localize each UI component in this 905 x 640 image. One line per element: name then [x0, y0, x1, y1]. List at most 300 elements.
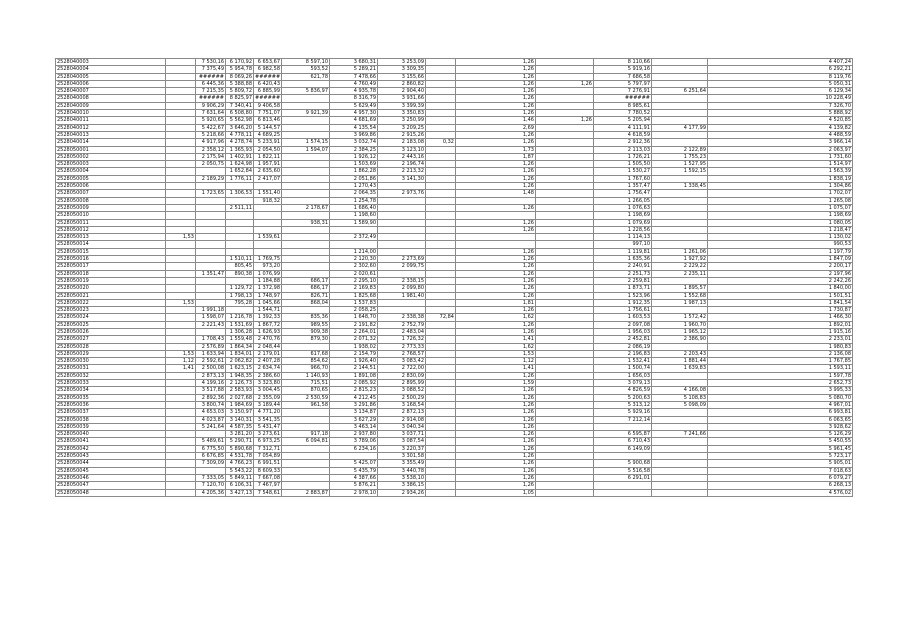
- row-id-cell: 2528040013: [56, 131, 166, 138]
- table-cell: 1 184,88: [254, 277, 282, 284]
- table-cell: [166, 489, 196, 496]
- table-cell: [536, 489, 594, 496]
- table-cell: 2 417,07: [254, 175, 282, 182]
- table-row: [56, 248, 853, 255]
- table-cell: 1 218,47: [708, 226, 853, 233]
- table-cell: 0,32: [426, 139, 456, 146]
- table-cell: 2 051,86: [330, 175, 378, 182]
- table-cell: [536, 467, 594, 474]
- table-cell: [282, 117, 330, 124]
- table-row: [56, 482, 853, 489]
- table-cell: 5 961,45: [708, 445, 853, 452]
- table-cell: 1,62: [456, 343, 536, 350]
- table-cell: 2 872,13: [378, 409, 426, 416]
- table-cell: [594, 482, 652, 489]
- table-cell: 4 199,16: [196, 380, 226, 387]
- table-cell: [426, 460, 456, 467]
- table-cell: 2 213,32: [378, 168, 426, 175]
- table-cell: [282, 197, 330, 204]
- table-cell: 6 813,46: [254, 117, 282, 124]
- table-row: [56, 168, 853, 175]
- table-cell: 1,59: [456, 380, 536, 387]
- table-cell: [426, 387, 456, 394]
- table-cell: 4 387,66: [330, 474, 378, 481]
- table-cell: [196, 226, 226, 233]
- table-cell: 1 755,23: [652, 153, 708, 160]
- table-cell: [594, 489, 652, 496]
- table-cell: 2 175,94: [196, 153, 226, 160]
- table-cell: 3 966,14: [708, 139, 853, 146]
- table-row: [56, 219, 853, 226]
- table-cell: [282, 168, 330, 175]
- table-cell: [166, 307, 196, 314]
- table-cell: 2 264,01: [330, 328, 378, 335]
- table-cell: 1 531,69: [226, 321, 254, 328]
- table-row: [56, 102, 853, 109]
- table-cell: [196, 263, 226, 270]
- table-cell: ######: [196, 73, 226, 80]
- row-id-cell: 2528050046: [56, 474, 166, 481]
- table-cell: [536, 131, 594, 138]
- row-id-cell: 2528050003: [56, 161, 166, 168]
- table-cell: 1 635,36: [594, 256, 652, 263]
- table-cell: [166, 453, 196, 460]
- table-cell: 2 179,01: [254, 350, 282, 357]
- table-row: [56, 212, 853, 219]
- table-cell: 2 240,91: [594, 263, 652, 270]
- table-cell: 1,46: [456, 117, 536, 124]
- table-cell: 2 530,59: [282, 394, 330, 401]
- table-cell: 1,41: [456, 336, 536, 343]
- table-row: [56, 197, 853, 204]
- table-cell: [426, 234, 456, 241]
- table-cell: 1 594,07: [282, 146, 330, 153]
- table-cell: [652, 416, 708, 423]
- table-cell: 2 191,82: [330, 321, 378, 328]
- table-cell: [536, 190, 594, 197]
- table-cell: [536, 453, 594, 460]
- table-cell: [282, 241, 330, 248]
- row-id-cell: 2528050047: [56, 482, 166, 489]
- table-row: [56, 474, 853, 481]
- row-id-cell: 2528040005: [56, 73, 166, 80]
- table-cell: 621,78: [282, 73, 330, 80]
- table-cell: [536, 146, 594, 153]
- table-row: [56, 241, 853, 248]
- table-cell: 2 251,73: [594, 270, 652, 277]
- table-cell: [166, 197, 196, 204]
- table-cell: [282, 131, 330, 138]
- table-cell: 1 338,45: [652, 183, 708, 190]
- table-cell: 2 773,33: [378, 343, 426, 350]
- table-cell: 5 098,09: [652, 401, 708, 408]
- table-cell: [166, 241, 196, 248]
- table-cell: [166, 66, 196, 73]
- table-row: [56, 307, 853, 314]
- table-cell: 2 915,26: [378, 131, 426, 138]
- table-cell: [196, 204, 226, 211]
- table-cell: 6 129,34: [708, 88, 853, 95]
- table-cell: 1,26: [456, 88, 536, 95]
- table-cell: 4 587,35: [226, 423, 254, 430]
- table-row: [56, 372, 853, 379]
- table-cell: 1 129,72: [226, 285, 254, 292]
- table-cell: [166, 438, 196, 445]
- table-cell: 1,26: [456, 183, 536, 190]
- table-cell: 2 768,57: [378, 350, 426, 357]
- table-cell: 2 259,81: [594, 277, 652, 284]
- table-cell: [166, 343, 196, 350]
- table-cell: 5 425,07: [330, 460, 378, 467]
- table-cell: 4 766,23: [226, 460, 254, 467]
- table-cell: 3 140,31: [226, 416, 254, 423]
- table-cell: [426, 263, 456, 270]
- row-id-cell: 2528050019: [56, 277, 166, 284]
- table-cell: 1 266,05: [594, 197, 652, 204]
- table-cell: 3 928,62: [708, 423, 853, 430]
- table-cell: 5 489,61: [196, 438, 226, 445]
- table-cell: [426, 321, 456, 328]
- table-cell: 2 443,16: [378, 153, 426, 160]
- table-cell: 7 548,61: [254, 489, 282, 496]
- table-cell: [378, 241, 426, 248]
- table-cell: [166, 190, 196, 197]
- table-cell: 1 825,68: [330, 292, 378, 299]
- table-cell: 8 316,79: [330, 95, 378, 102]
- row-id-cell: 2528050004: [56, 168, 166, 175]
- table-cell: 1 723,65: [196, 190, 226, 197]
- table-cell: 918,32: [254, 197, 282, 204]
- table-cell: [536, 153, 594, 160]
- table-cell: [426, 453, 456, 460]
- table-cell: 890,38: [226, 270, 254, 277]
- table-cell: 1 748,97: [254, 292, 282, 299]
- row-id-cell: 2528050025: [56, 321, 166, 328]
- table-row: [56, 358, 853, 365]
- table-cell: [166, 394, 196, 401]
- table-cell: [536, 321, 594, 328]
- table-cell: 6 595,87: [594, 431, 652, 438]
- row-id-cell: 2528050002: [56, 153, 166, 160]
- table-cell: [166, 380, 196, 387]
- table-cell: [456, 197, 536, 204]
- table-cell: 2 097,08: [594, 321, 652, 328]
- table-cell: [196, 212, 226, 219]
- table-cell: 1,26: [456, 285, 536, 292]
- table-cell: [378, 219, 426, 226]
- table-row: [56, 131, 853, 138]
- table-row: [56, 59, 853, 66]
- table-cell: [652, 190, 708, 197]
- table-cell: 3 517,88: [196, 387, 226, 394]
- table-cell: 1,26: [456, 256, 536, 263]
- table-cell: 1 214,00: [330, 248, 378, 255]
- table-cell: [652, 423, 708, 430]
- table-cell: 2 752,79: [378, 321, 426, 328]
- table-cell: 997,10: [594, 241, 652, 248]
- table-cell: [378, 234, 426, 241]
- table-cell: 2 169,83: [330, 285, 378, 292]
- table-row: [56, 80, 853, 87]
- table-cell: 2 242,26: [708, 277, 853, 284]
- table-cell: 6 653,67: [254, 59, 282, 66]
- table-cell: 7 686,58: [594, 73, 652, 80]
- table-row: [56, 387, 853, 394]
- table-cell: 7 215,35: [196, 88, 226, 95]
- table-cell: [166, 175, 196, 182]
- table-cell: 2 197,96: [708, 270, 853, 277]
- table-cell: [652, 73, 708, 80]
- row-id-cell: 2528050036: [56, 401, 166, 408]
- table-cell: 6 094,81: [282, 438, 330, 445]
- table-cell: 2,69: [456, 124, 536, 131]
- table-cell: 3 083,42: [378, 358, 426, 365]
- table-cell: 1,26: [456, 226, 536, 233]
- table-cell: 7 212,14: [594, 416, 652, 423]
- table-cell: 4 488,59: [708, 131, 853, 138]
- table-cell: 1 881,44: [652, 358, 708, 365]
- table-cell: 1,26: [456, 59, 536, 66]
- table-cell: [426, 168, 456, 175]
- table-cell: ######: [255, 95, 281, 102]
- table-cell: [652, 80, 708, 87]
- table-cell: 5 290,71: [226, 438, 254, 445]
- table-cell: 1 891,08: [330, 372, 378, 379]
- table-cell: 5 422,67: [196, 124, 226, 131]
- table-cell: 3 273,61: [254, 431, 282, 438]
- table-cell: 2 196,74: [378, 161, 426, 168]
- table-row: [56, 314, 853, 321]
- table-cell: [426, 292, 456, 299]
- table-cell: 8 609,33: [254, 467, 282, 474]
- table-cell: 1,26: [456, 102, 536, 109]
- table-cell: [536, 380, 594, 387]
- table-cell: 6 710,43: [594, 438, 652, 445]
- table-cell: [282, 416, 330, 423]
- table-cell: 7 478,66: [330, 73, 378, 80]
- table-cell: 3 350,83: [378, 110, 426, 117]
- table-cell: 4 653,03: [196, 409, 226, 416]
- table-cell: 4 771,20: [254, 409, 282, 416]
- table-cell: [536, 401, 594, 408]
- table-cell: [536, 197, 594, 204]
- table-cell: [536, 431, 594, 438]
- table-cell: 3 541,35: [254, 416, 282, 423]
- table-cell: [426, 183, 456, 190]
- table-row: [56, 183, 853, 190]
- table-cell: 1,26: [456, 445, 536, 452]
- table-cell: [426, 336, 456, 343]
- table-cell: [166, 146, 196, 153]
- row-id-cell: 2528050029: [56, 350, 166, 357]
- table-cell: 7 751,07: [254, 110, 282, 117]
- table-cell: 3 155,66: [378, 73, 426, 80]
- table-cell: 2 233,01: [708, 336, 853, 343]
- table-cell: [536, 328, 594, 335]
- table-cell: 1 847,09: [708, 256, 853, 263]
- table-row: [56, 401, 853, 408]
- row-id-cell: 2528050038: [56, 416, 166, 423]
- table-cell: [426, 226, 456, 233]
- table-cell: 2 815,23: [330, 387, 378, 394]
- table-cell: [536, 204, 594, 211]
- table-cell: [426, 219, 456, 226]
- table-cell: 3 399,39: [378, 102, 426, 109]
- table-cell: 1 216,78: [226, 314, 254, 321]
- table-cell: [254, 248, 282, 255]
- table-cell: 1 686,40: [330, 204, 378, 211]
- table-cell: 9 921,39: [282, 110, 330, 117]
- table-row: [56, 453, 853, 460]
- table-cell: [536, 292, 594, 299]
- table-cell: 2 384,25: [330, 146, 378, 153]
- table-cell: [282, 124, 330, 131]
- row-id-cell: 2528050017: [56, 263, 166, 270]
- row-id-cell: 2528040012: [56, 124, 166, 131]
- table-cell: [166, 423, 196, 430]
- table-cell: 2 178,67: [282, 204, 330, 211]
- table-row: [56, 234, 853, 241]
- table-cell: 3 789,06: [330, 438, 378, 445]
- table-row: [56, 226, 853, 233]
- table-cell: 2 126,73: [226, 380, 254, 387]
- table-cell: [426, 73, 456, 80]
- table-cell: 3 440,78: [378, 467, 426, 474]
- table-row: [56, 292, 853, 299]
- table-cell: 5 435,79: [330, 467, 378, 474]
- table-cell: 1,73: [456, 146, 536, 153]
- table-row: [56, 66, 853, 73]
- table-cell: 7 309,09: [196, 460, 226, 467]
- table-row: [56, 350, 853, 357]
- table-cell: 2 912,36: [594, 139, 652, 146]
- table-cell: 2 136,08: [708, 350, 853, 357]
- table-cell: 1 708,43: [196, 336, 226, 343]
- table-cell: [536, 234, 594, 241]
- table-cell: [536, 175, 594, 182]
- table-cell: [652, 139, 708, 146]
- table-cell: 1,26: [456, 394, 536, 401]
- row-id-cell: 2528040004: [56, 66, 166, 73]
- table-cell: 1 505,50: [594, 161, 652, 168]
- table-row: [56, 285, 853, 292]
- table-cell: 2 338,15: [378, 277, 426, 284]
- row-id-cell: 2528040011: [56, 117, 166, 124]
- table-cell: 5 888,92: [708, 110, 853, 117]
- table-cell: [536, 423, 594, 430]
- table-cell: 5 431,47: [254, 423, 282, 430]
- table-row: [56, 416, 853, 423]
- row-id-cell: 2528040010: [56, 110, 166, 117]
- table-cell: 1 503,69: [330, 161, 378, 168]
- table-row: [56, 161, 853, 168]
- row-id-cell: 2528040014: [56, 139, 166, 146]
- table-cell: 1 514,97: [708, 161, 853, 168]
- table-cell: 4 166,08: [652, 387, 708, 394]
- table-cell: 4 917,96: [196, 139, 226, 146]
- table-cell: 1 261,06: [652, 248, 708, 255]
- table-cell: 4 967,01: [708, 401, 853, 408]
- row-id-cell: 2528040007: [56, 88, 166, 95]
- row-id-cell: 2528050014: [56, 241, 166, 248]
- table-cell: [536, 139, 594, 146]
- table-cell: 1 648,70: [330, 314, 378, 321]
- table-cell: [166, 204, 196, 211]
- table-cell: 2 221,43: [196, 321, 226, 328]
- table-cell: [254, 204, 282, 211]
- table-cell: 5 218,66: [196, 131, 226, 138]
- table-row: [56, 328, 853, 335]
- table-cell: [536, 161, 594, 168]
- table-cell: 1 867,72: [254, 321, 282, 328]
- table-cell: [426, 307, 456, 314]
- table-cell: [652, 438, 708, 445]
- table-cell: 1 991,18: [196, 307, 226, 314]
- table-cell: [536, 73, 594, 80]
- table-cell: [426, 482, 456, 489]
- table-cell: 1,26: [456, 423, 536, 430]
- table-cell: 1 624,98: [226, 161, 254, 168]
- table-cell: [166, 95, 196, 102]
- row-id-cell: 2528050015: [56, 248, 166, 255]
- table-cell: 1,26: [456, 73, 536, 80]
- table-cell: 1,41: [166, 365, 196, 372]
- table-cell: 3 291,86: [330, 401, 378, 408]
- table-cell: 3 931,66: [378, 95, 426, 102]
- table-cell: [652, 175, 708, 182]
- table-cell: [196, 431, 226, 438]
- table-cell: [166, 183, 196, 190]
- table-row: [56, 117, 853, 124]
- table-cell: 1,53: [456, 350, 536, 357]
- table-cell: 1,26: [456, 387, 536, 394]
- table-cell: [254, 183, 282, 190]
- table-cell: 5 876,21: [330, 482, 378, 489]
- table-cell: [166, 117, 196, 124]
- table-cell: 1 551,40: [254, 190, 282, 197]
- table-cell: 1 119,81: [594, 248, 652, 255]
- table-cell: 3 250,99: [378, 117, 426, 124]
- row-id-cell: 2528050001: [56, 146, 166, 153]
- table-cell: 1 265,08: [708, 197, 853, 204]
- table-cell: 1,41: [456, 365, 536, 372]
- table-cell: [652, 241, 708, 248]
- table-cell: 3 189,44: [254, 401, 282, 408]
- table-cell: 1 076,99: [254, 270, 282, 277]
- table-cell: 3 032,74: [330, 139, 378, 146]
- table-cell: [196, 285, 226, 292]
- table-cell: [536, 212, 594, 219]
- table-cell: [282, 153, 330, 160]
- table-cell: [226, 219, 254, 226]
- table-cell: 3 037,71: [378, 431, 426, 438]
- table-cell: 7 780,52: [594, 110, 652, 117]
- table-cell: [426, 66, 456, 73]
- table-cell: [536, 445, 594, 452]
- table-cell: 1 862,28: [330, 168, 378, 175]
- table-cell: 1 965,12: [652, 328, 708, 335]
- table-cell: [652, 409, 708, 416]
- table-cell: 7 276,91: [594, 88, 652, 95]
- table-cell: 1 593,11: [708, 365, 853, 372]
- table-cell: [426, 256, 456, 263]
- table-cell: 5 920,65: [196, 117, 226, 124]
- table-cell: 1 726,32: [378, 336, 426, 343]
- table-cell: 1,26: [456, 204, 536, 211]
- table-cell: [378, 197, 426, 204]
- row-id-cell: 2528050045: [56, 467, 166, 474]
- table-cell: 4 576,02: [708, 489, 853, 496]
